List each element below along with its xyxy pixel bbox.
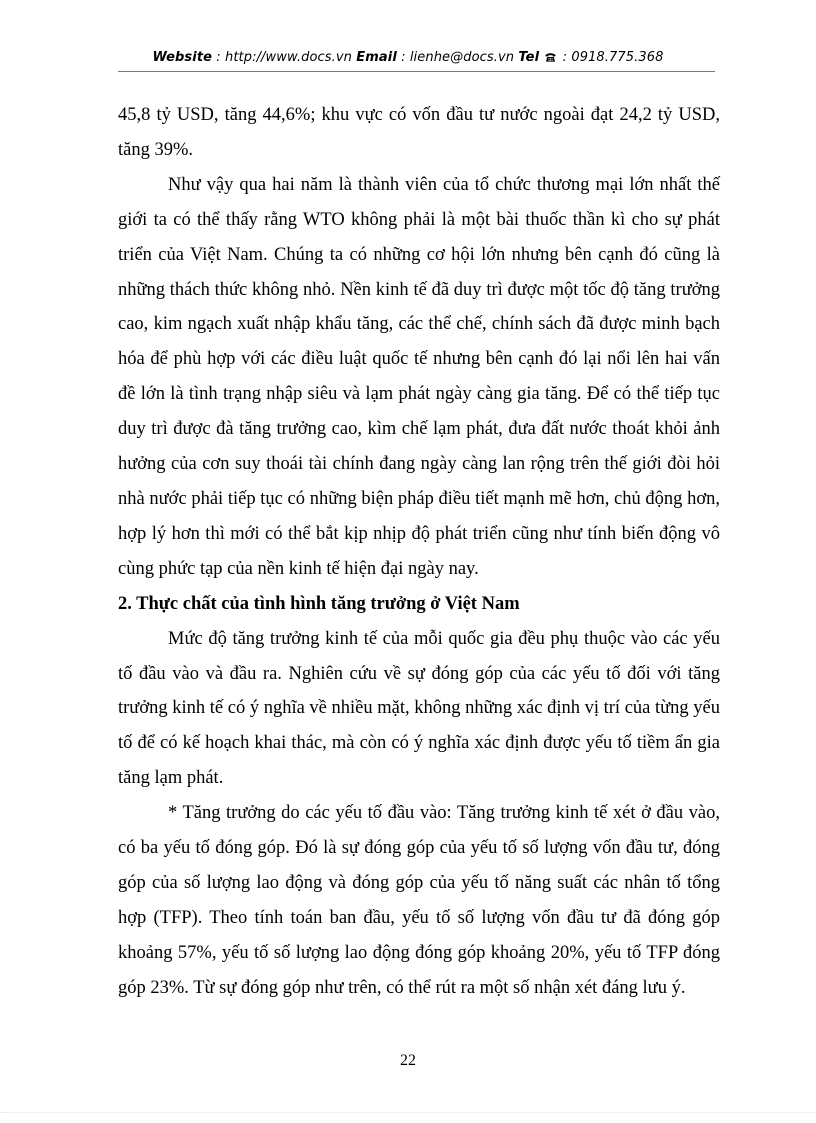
telephone-icon [545, 52, 556, 62]
page-number: 22 [400, 1052, 416, 1069]
email-address: : lienhe@docs.vn [401, 50, 515, 65]
website-url: : http://www.docs.vn [216, 50, 353, 65]
page-header [0, 50, 816, 65]
tel-label: Tel [518, 50, 540, 65]
paragraph-input-factors: * Tăng trưởng do các yếu tố đầu vào: Tăng trưởng kinh tế xét ở đầu vào, có ba yếu tố đóng góp. Đó là sự đóng góp của yếu tố số lượng vốn đầu tư, đóng góp của số lượng lao động và đóng góp của yếu tố năng suất các nhân tố tổng hợp (TFP). Theo tính toán ban đầu, yếu tố số lượng vốn đầu tư đã đóng góp khoảng 57%, yếu tố số lượng lao động đóng góp khoảng 20%, yếu tố TFP đóng góp 23%. Từ sự đóng góp như trên, có thể rút ra một số nhận xét đáng lưu ý. [118, 803, 720, 998]
section-heading: 2. Thực chất của tình hình tăng trưởng ở Việt Nam [118, 593, 520, 614]
tel-number: : 0918.775.368 [562, 50, 664, 65]
paragraph-growth-factors: Mức độ tăng trưởng kinh tế của mỗi quốc gia đều phụ thuộc vào các yếu tố đầu vào và đầu ra. Nghiên cứu về sự đóng góp của các yếu tố đối với tăng trưởng kinh tế có ý nghĩa về nhiều mặt, không những xác định vị trí của từng yếu tố để có kế hoạch khai thác, mà còn có ý nghĩa xác định được yếu tố tiềm ẩn gia tăng lạm phát. [118, 628, 720, 789]
email-label: Email [356, 50, 397, 65]
page-bottom-edge [0, 1112, 816, 1113]
paragraph-wto-summary: Như vậy qua hai năm là thành viên của tổ chức thương mại lớn nhất thế giới ta có thể thấy rằng WTO không phải là một bài thuốc thần kì cho sự phát triển của Việt Nam. Chúng ta có những cơ hội lớn nhưng bên cạnh đó cũng là những thách thức không nhỏ. Nền kinh tế đã duy trì được một tốc độ tăng trưởng cao, kim ngạch xuất nhập khẩu tăng, các thể chế, chính sách đã được minh bạch hóa để phù hợp với các điều luật quốc tế nhưng bên cạnh đó lại nổi lên hai vấn đề lớn là tình trạng nhập siêu và lạm phát ngày càng gia tăng. Để có thể tiếp tục duy trì được đà tăng trưởng cao, kìm chế lạm phát, đưa đất nước thoát khỏi ảnh hưởng của cơn suy thoái tài chính đang ngày càng lan rộng trên thế giới đòi hỏi nhà nước phải tiếp tục có những biện pháp điều tiết mạnh mẽ hơn, chủ động hơn, hợp lý hơn thì mới có thể bắt kịp nhịp độ phát triển cũng như tính biến động vô cùng phức tạp của nền kinh tế hiện đại ngày nay. [118, 174, 720, 579]
paragraph-continuation: 45,8 tỷ USD, tăng 44,6%; khu vực có vốn đầu tư nước ngoài đạt 24,2 tỷ USD, tăng 39%. [118, 105, 720, 160]
document-body [118, 98, 720, 1006]
website-label: Website [152, 50, 213, 65]
header-divider [118, 71, 715, 72]
